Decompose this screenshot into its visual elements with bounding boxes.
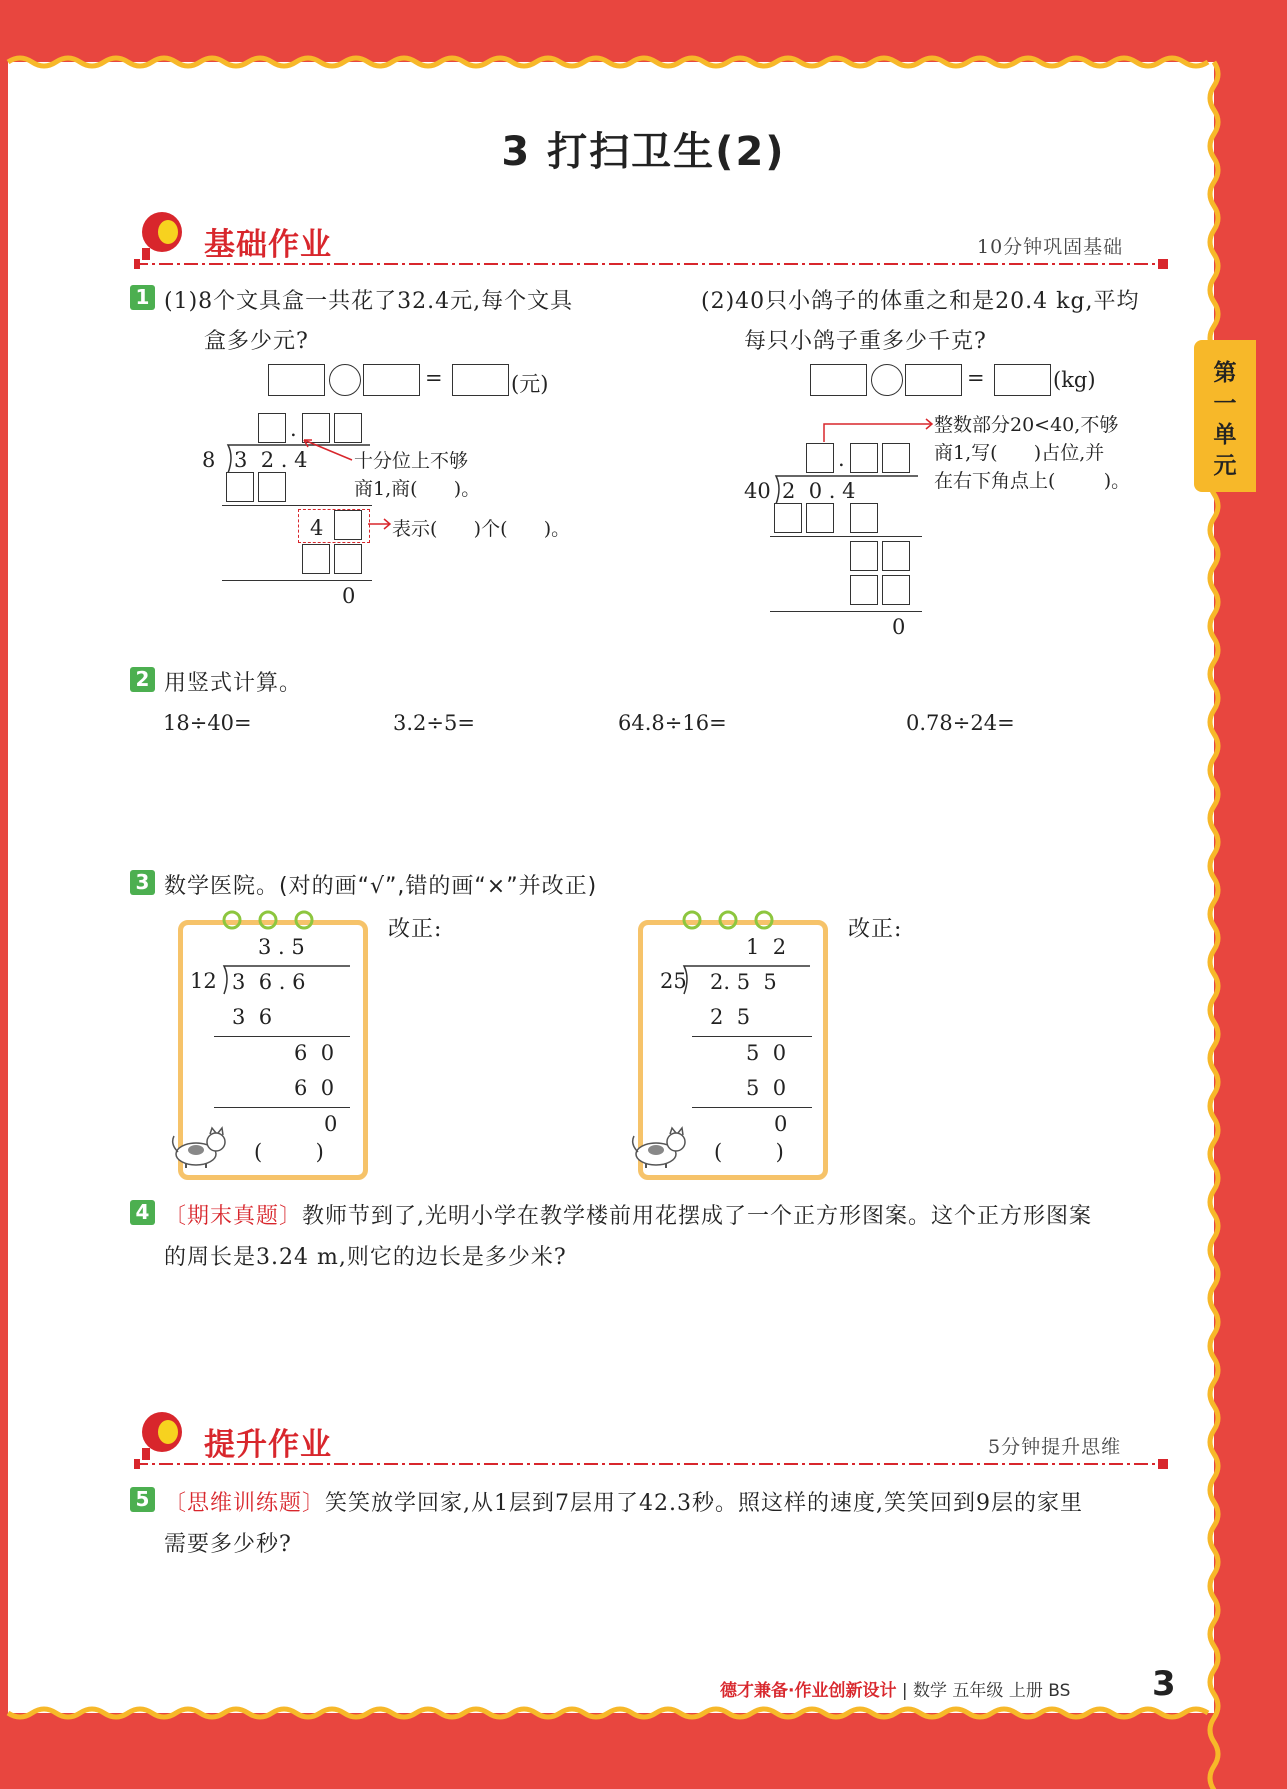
judge-paren[interactable]: ( ) bbox=[714, 1140, 784, 1164]
step-digit: 4 bbox=[310, 516, 324, 540]
question-3 bbox=[130, 870, 155, 895]
q4-tag: 〔期末真题〕 bbox=[164, 1204, 303, 1229]
division-line bbox=[222, 505, 372, 506]
step-box[interactable] bbox=[334, 544, 362, 574]
judge-paren[interactable]: ( ) bbox=[254, 1140, 324, 1164]
unit-label: (kg) bbox=[1053, 368, 1096, 392]
quotient-box[interactable] bbox=[882, 443, 910, 473]
q2-item-1: 18÷40= bbox=[163, 711, 252, 735]
q5-text-line1: 笑笑放学回家,从1层到7层用了42.3秒。照这样的速度,笑笑回到9层的家里 bbox=[325, 1491, 1083, 1516]
page-title: 3 打扫卫生(2) bbox=[501, 129, 786, 175]
remainder: 0 bbox=[892, 615, 906, 639]
step-value: 2 5 bbox=[710, 1005, 751, 1029]
answer-box[interactable] bbox=[363, 364, 420, 396]
unit-label: (元) bbox=[511, 372, 549, 396]
question-2 bbox=[130, 667, 155, 692]
q3-text: 数学医院。(对的画“√”,错的画“×”并改正) bbox=[164, 874, 598, 899]
decimal-point: . bbox=[838, 447, 845, 471]
lightbulb-icon bbox=[132, 1408, 192, 1464]
q1-note2: 商1,商( )。 bbox=[354, 478, 481, 500]
remainder: 0 bbox=[324, 1112, 338, 1136]
question-number: 3 bbox=[130, 870, 155, 895]
spiral-rings-icon bbox=[680, 908, 780, 932]
step-box[interactable] bbox=[850, 575, 878, 605]
step-box[interactable] bbox=[850, 503, 878, 533]
q1-part2-line1: (2)40只小鸽子的体重之和是20.4 kg,平均 bbox=[701, 289, 1140, 314]
question-number: 5 bbox=[130, 1487, 155, 1512]
section-advanced-subtitle: 5分钟提升思维 bbox=[988, 1436, 1122, 1458]
operator-circle[interactable] bbox=[329, 364, 361, 396]
equal-sign: = bbox=[967, 366, 985, 390]
division-line bbox=[692, 1036, 812, 1037]
q5-tag: 〔思维训练题〕 bbox=[164, 1491, 326, 1516]
answer-box[interactable] bbox=[994, 364, 1051, 396]
q5-line1 bbox=[164, 1486, 1083, 1517]
q2-item-2: 3.2÷5= bbox=[393, 711, 475, 735]
dividend: 2 0 . 4 bbox=[782, 479, 856, 503]
quotient: 1 2 bbox=[746, 935, 787, 959]
division-line bbox=[222, 580, 372, 581]
q2-item-4: 0.78÷24= bbox=[906, 711, 1015, 735]
quotient-box[interactable] bbox=[850, 443, 878, 473]
section-divider bbox=[134, 1458, 1174, 1470]
section-basic-title: 基础作业 bbox=[204, 227, 332, 263]
step-value: 3 6 bbox=[232, 1005, 273, 1029]
cat-icon bbox=[626, 1124, 692, 1170]
q1-note1: 十分位上不够 bbox=[354, 450, 469, 472]
step-box[interactable] bbox=[774, 503, 802, 533]
question-5 bbox=[130, 1487, 155, 1512]
remainder: 0 bbox=[342, 584, 356, 608]
division-line bbox=[770, 536, 922, 537]
step-value: 5 0 bbox=[746, 1076, 787, 1100]
dividend: 3 6 . 6 bbox=[232, 970, 306, 994]
step-value: 6 0 bbox=[294, 1041, 335, 1065]
answer-box[interactable] bbox=[452, 364, 509, 396]
step-box[interactable] bbox=[850, 541, 878, 571]
answer-box[interactable] bbox=[810, 364, 867, 396]
page-number: 3 bbox=[1152, 1664, 1176, 1704]
lightbulb-icon bbox=[132, 208, 192, 264]
question-number: 4 bbox=[130, 1200, 155, 1225]
divisor: 40 bbox=[744, 479, 771, 503]
step-box[interactable] bbox=[258, 472, 286, 502]
fix-label-a: 改正: bbox=[388, 917, 443, 942]
spiral-rings-icon bbox=[220, 908, 320, 932]
q1-note6: 在右下角点上( )。 bbox=[934, 470, 1131, 492]
arrow-right-icon bbox=[366, 516, 394, 532]
answer-box[interactable] bbox=[905, 364, 962, 396]
step-box[interactable] bbox=[882, 575, 910, 605]
step-box[interactable] bbox=[334, 510, 362, 540]
q1-part1-line1: (1)8个文具盒一共花了32.4元,每个文具 bbox=[164, 289, 574, 314]
footer bbox=[720, 1676, 1070, 1701]
q1-note4: 整数部分20<40,不够 bbox=[934, 414, 1119, 436]
equal-sign: = bbox=[425, 366, 443, 390]
decimal-point: . bbox=[290, 417, 297, 441]
answer-box[interactable] bbox=[268, 364, 325, 396]
q4-line2: 的周长是3.24 m,则它的边长是多少米? bbox=[164, 1245, 567, 1270]
section-advanced-title: 提升作业 bbox=[204, 1427, 332, 1463]
step-box[interactable] bbox=[806, 503, 834, 533]
division-line bbox=[214, 1107, 350, 1108]
step-value: 6 0 bbox=[294, 1076, 335, 1100]
quotient-box[interactable] bbox=[806, 443, 834, 473]
q2-item-3: 64.8÷16= bbox=[618, 711, 727, 735]
unit-tab-label: 第一单元 bbox=[1213, 360, 1237, 479]
divisor: 25 bbox=[660, 969, 687, 993]
divisor: 8 bbox=[202, 448, 216, 472]
dividend: 2. 5 5 bbox=[710, 970, 777, 994]
quotient: 3 . 5 bbox=[258, 935, 305, 959]
question-number: 2 bbox=[130, 667, 155, 692]
footer-separator: | bbox=[901, 1681, 914, 1701]
fix-label-b: 改正: bbox=[848, 917, 903, 942]
step-box[interactable] bbox=[882, 541, 910, 571]
question-number: 1 bbox=[130, 285, 155, 310]
cat-icon bbox=[166, 1124, 232, 1170]
remainder: 0 bbox=[774, 1112, 788, 1136]
division-line bbox=[214, 1036, 350, 1037]
footer-brand: 德才兼备·作业创新设计 bbox=[720, 1681, 897, 1701]
division-line bbox=[692, 1107, 812, 1108]
q1-part2-line2: 每只小鸽子重多少千克? bbox=[744, 329, 987, 354]
q5-line2: 需要多少秒? bbox=[164, 1532, 292, 1557]
step-box[interactable] bbox=[302, 544, 330, 574]
annotation-arrow bbox=[298, 436, 358, 466]
quotient-box[interactable] bbox=[258, 413, 286, 443]
section-basic-subtitle: 10分钟巩固基础 bbox=[977, 236, 1124, 258]
section-divider bbox=[134, 258, 1174, 270]
question-4 bbox=[130, 1200, 155, 1225]
operator-circle[interactable] bbox=[871, 364, 903, 396]
dividend: 3 2 . 4 bbox=[234, 448, 308, 472]
q4-line1 bbox=[164, 1199, 1092, 1230]
q1-note3: 表示( )个( )。 bbox=[392, 518, 571, 540]
q2-text: 用竖式计算。 bbox=[164, 671, 303, 696]
q1-part1-line2: 盒多少元? bbox=[204, 329, 309, 354]
division-line bbox=[770, 611, 922, 612]
divisor: 12 bbox=[190, 969, 217, 993]
q4-text-line1: 教师节到了,光明小学在教学楼前用花摆成了一个正方形图案。这个正方形图案 bbox=[302, 1204, 1093, 1229]
step-value: 5 0 bbox=[746, 1041, 787, 1065]
q1-note5: 商1,写( )占位,并 bbox=[934, 442, 1105, 464]
annotation-arrow bbox=[818, 414, 938, 444]
footer-info: 数学 五年级 上册 BS bbox=[913, 1681, 1071, 1701]
question-1 bbox=[130, 285, 155, 310]
step-box[interactable] bbox=[226, 472, 254, 502]
